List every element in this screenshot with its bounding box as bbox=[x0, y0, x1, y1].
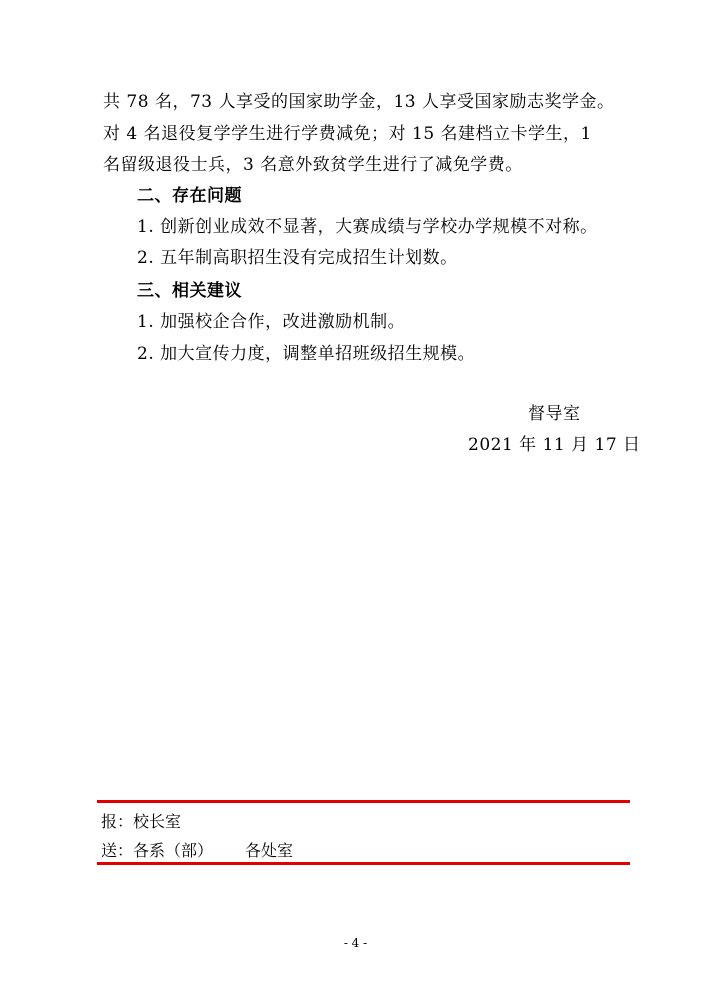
section-heading-suggestions: 三、相关建议 bbox=[137, 281, 242, 301]
section-heading-issues: 二、存在问题 bbox=[137, 186, 242, 206]
issue-item-2: 2. 五年制高职招生没有完成招生计划数。 bbox=[137, 248, 458, 268]
issue-item-1: 1. 创新创业成效不显著，大赛成绩与学校办学规模不对称。 bbox=[137, 217, 598, 237]
send-to-line: 送：各系（部） bbox=[101, 841, 214, 860]
suggestion-item-2: 2. 加大宣传力度，调整单招班级招生规模。 bbox=[137, 344, 476, 364]
signature-date: 2021 年 11 月 17 日 bbox=[468, 435, 641, 455]
body-line-2: 对 4 名退役复学学生进行学费减免；对 15 名建档立卡学生，1 bbox=[103, 124, 592, 144]
footer-bottom-rule bbox=[97, 862, 630, 865]
send-to-extra: 各处室 bbox=[245, 841, 294, 860]
report-to-line: 报：校长室 bbox=[101, 812, 182, 831]
body-line-1: 共 78 名，73 人享受的国家助学金，13 人享受国家励志奖学金。 bbox=[103, 92, 615, 112]
signature-office: 督导室 bbox=[528, 404, 581, 424]
page-number: - 4 - bbox=[343, 936, 368, 950]
suggestion-item-1: 1. 加强校企合作，改进激励机制。 bbox=[137, 312, 406, 332]
body-line-3: 名留级退役士兵，3 名意外致贫学生进行了减免学费。 bbox=[103, 155, 523, 175]
footer-top-rule bbox=[97, 800, 630, 803]
